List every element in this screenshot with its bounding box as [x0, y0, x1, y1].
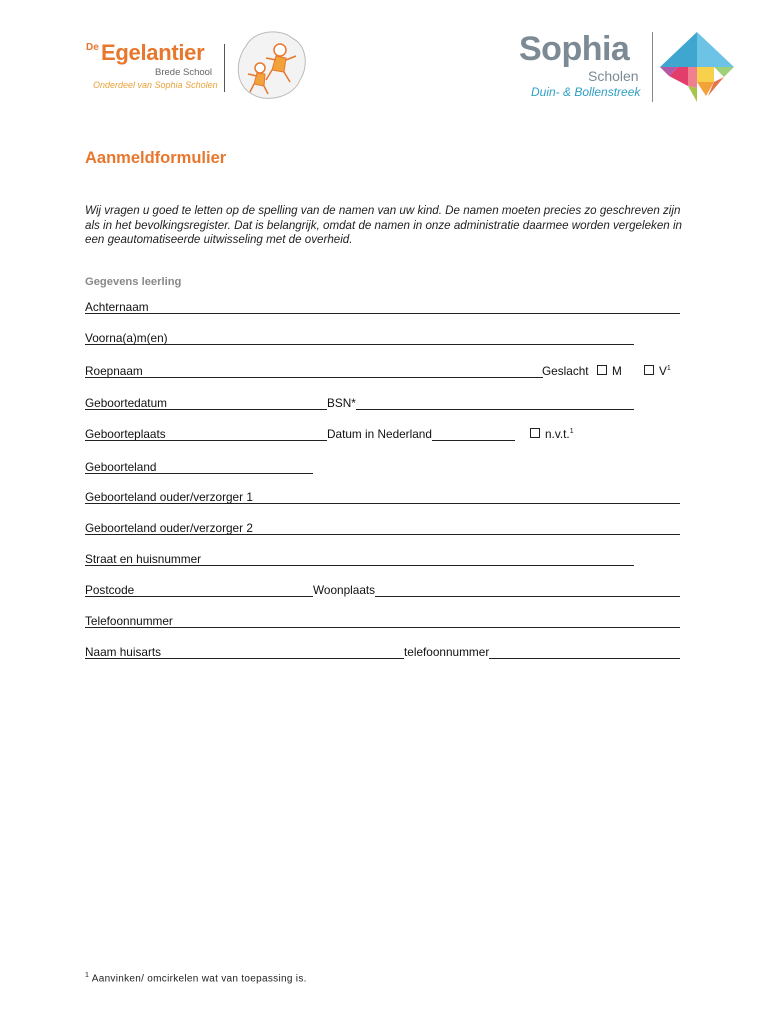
geslacht-v-label: V [659, 364, 667, 378]
logo-name: Egelantier [101, 40, 205, 65]
postcode-label: Postcode [85, 583, 135, 597]
postcode-line[interactable] [85, 596, 680, 597]
nvt-label: n.v.t. [545, 427, 570, 441]
footnote-mark: 1 [85, 972, 90, 979]
footnote-text: Aanvinken/ omcirkelen wat van toepassing is. [91, 973, 307, 985]
children-drawing-icon [232, 28, 310, 104]
footnote [85, 972, 307, 984]
logo-prefix: De [86, 42, 99, 53]
huisarts-telefoon-label: telefoonnummer [404, 645, 490, 659]
footnote-ref: 1 [569, 428, 574, 436]
logo-tagline: Onderdeel van Sophia Scholen [93, 80, 218, 90]
achternaam-label: Achternaam [85, 300, 149, 314]
form-title: Aanmeldformulier [85, 149, 227, 167]
logo-subtitle: Scholen [588, 68, 639, 84]
checkbox-icon[interactable] [644, 365, 654, 375]
logo-name: Sophia [519, 30, 630, 68]
roepnaam-line[interactable] [85, 377, 543, 378]
geboortedatum-line[interactable] [85, 409, 634, 410]
telefoon-line[interactable] [85, 627, 680, 628]
geslacht-m-label: M [612, 364, 622, 378]
geboorteland-ouder1-line[interactable] [85, 503, 680, 504]
huisarts-label: Naam huisarts [85, 645, 162, 659]
logo-divider [224, 44, 225, 92]
geslacht-v-option[interactable] [644, 364, 671, 378]
roepnaam-label: Roepnaam [85, 364, 143, 378]
geboortedatum-label: Geboortedatum [85, 396, 167, 410]
geslacht-m-option[interactable] [597, 364, 622, 378]
logo-subtitle: Brede School [155, 67, 213, 78]
footnote-ref: 1 [666, 365, 671, 373]
intro-text: Wij vragen u goed te letten op de spelling van de namen van uw kind. De namen moeten precies zo geschreven zijn als in het bevolkingsregister. Dat is belangrijk, omdat de namen in onze administratie daarmee worden vergeleken in een geautomatiseerde uitwisseling met de overheid. [85, 204, 682, 246]
tangram-logo-icon [658, 30, 736, 104]
huisarts-line[interactable] [85, 658, 680, 659]
achternaam-line[interactable] [85, 313, 680, 314]
datum-nl-label: Datum in Nederland [327, 427, 432, 441]
geboorteland-label: Geboorteland [85, 460, 157, 474]
telefoon-label: Telefoonnummer [85, 614, 173, 628]
section-heading: Gegevens leerling [85, 276, 182, 288]
nvt-option[interactable] [530, 427, 574, 441]
voornamen-label: Voorna(a)m(en) [85, 331, 168, 345]
geboorteland-ouder2-label: Geboorteland ouder/verzorger 2 [85, 521, 253, 535]
logo-divider [652, 32, 653, 102]
checkbox-icon[interactable] [530, 428, 540, 438]
voornamen-line[interactable] [85, 344, 634, 345]
straat-label: Straat en huisnummer [85, 552, 202, 566]
geslacht-label: Geslacht [542, 364, 589, 378]
bsn-label: BSN* [327, 396, 356, 410]
geboorteland-ouder2-line[interactable] [85, 534, 680, 535]
logo-tagline: Duin- & Bollenstreek [531, 85, 641, 99]
checkbox-icon[interactable] [597, 365, 607, 375]
geboorteland-line[interactable] [85, 473, 313, 474]
geboorteplaats-line[interactable] [85, 440, 515, 441]
woonplaats-label: Woonplaats [313, 583, 376, 597]
straat-line[interactable] [85, 565, 634, 566]
geboorteplaats-label: Geboorteplaats [85, 427, 166, 441]
geboorteland-ouder1-label: Geboorteland ouder/verzorger 1 [85, 490, 253, 504]
